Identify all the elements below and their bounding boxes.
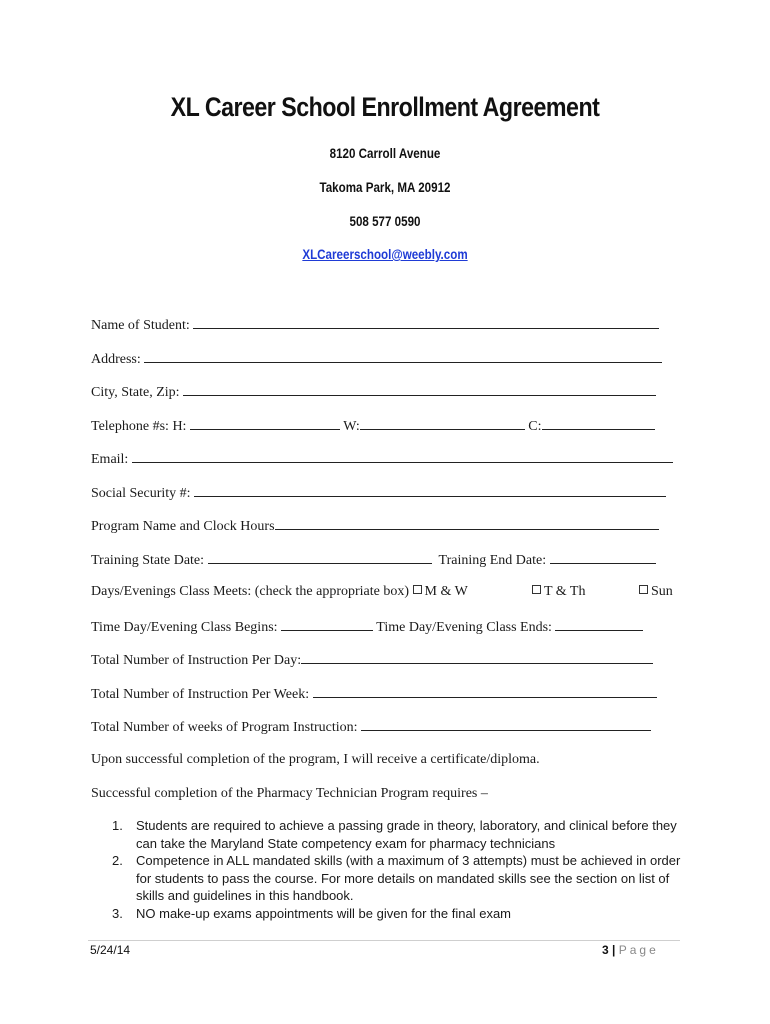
end-date-label: Training End Date: xyxy=(438,553,547,568)
list-item xyxy=(108,905,688,923)
start-date-blank[interactable] xyxy=(208,551,432,564)
telephone-work-blank[interactable] xyxy=(360,417,525,430)
option-mw-label: M & W xyxy=(424,584,468,599)
begins-label: Time Day/Evening Class Begins: xyxy=(91,620,278,635)
checkbox-mw[interactable] xyxy=(413,585,422,594)
end-date-blank[interactable] xyxy=(550,551,656,564)
program-blank[interactable] xyxy=(275,517,659,530)
option-sun-label: Sun xyxy=(651,584,673,599)
address-blank[interactable] xyxy=(144,350,662,363)
telephone-home-blank[interactable] xyxy=(190,417,340,430)
requires-text: Successful completion of the Pharmacy Technician Program requires – xyxy=(91,786,488,801)
city-row xyxy=(91,383,656,401)
telephone-c-label: C: xyxy=(528,419,542,434)
weeks-row xyxy=(91,718,651,736)
page-separator: | xyxy=(612,943,616,957)
start-date-label: Training State Date: xyxy=(91,553,205,568)
per-day-row xyxy=(91,651,653,669)
begins-blank[interactable] xyxy=(281,618,373,631)
ssn-blank[interactable] xyxy=(194,484,666,497)
checkbox-tth[interactable] xyxy=(532,585,541,594)
completion-text: Upon successful completion of the program, I will receive a certificate/diploma. xyxy=(91,752,540,767)
list-item-text: Students are required to achieve a passing grade in theory, laboratory, and clinical before they can take the Maryland State competency exam for pharmacy technicians xyxy=(136,818,677,851)
option-tth xyxy=(532,584,586,600)
address-row xyxy=(91,350,662,368)
phone-number: 508 577 0590 xyxy=(349,214,421,229)
list-item-text: Competence in ALL mandated skills (with a maximum of 3 attempts) must be achieved in order for students to pass the course. For more details on mandated skills see the section on list of skills and guidelines in this handbook. xyxy=(136,853,681,903)
page-label: Page xyxy=(618,943,659,957)
per-week-blank[interactable] xyxy=(313,685,657,698)
list-item-number: 3. xyxy=(112,905,123,921)
list-item-number: 2. xyxy=(112,853,123,868)
city-blank[interactable] xyxy=(183,383,656,396)
telephone-cell-blank[interactable] xyxy=(542,417,655,430)
weeks-blank[interactable] xyxy=(361,718,651,731)
document-title: XL Career School Enrollment Agreement xyxy=(170,92,600,122)
training-dates-row xyxy=(91,551,656,569)
email-header xyxy=(54,247,716,262)
email-row xyxy=(91,450,673,468)
per-day-blank[interactable] xyxy=(301,651,653,664)
street-address: 8120 Carroll Avenue xyxy=(329,146,441,161)
footer-date: 5/24/14 xyxy=(90,943,131,957)
name-label: Name of Student: xyxy=(91,318,190,333)
ends-label: Time Day/Evening Class Ends: xyxy=(376,620,552,635)
per-week-row xyxy=(91,685,657,703)
footer-page-indicator xyxy=(602,943,659,957)
name-row xyxy=(91,316,659,334)
list-item xyxy=(108,852,688,905)
address-label: Address: xyxy=(91,352,141,367)
telephone-label: Telephone #s: H: xyxy=(91,419,187,434)
per-week-label: Total Number of Instruction Per Week: xyxy=(91,687,310,702)
telephone-w-label: W: xyxy=(343,419,360,434)
ends-blank[interactable] xyxy=(555,618,643,631)
option-sun xyxy=(639,584,673,600)
list-item-text: NO make-up exams appointments will be given for the final exam xyxy=(136,905,512,921)
days-row xyxy=(91,584,468,600)
program-row xyxy=(91,517,659,535)
email-link[interactable]: XLCareerschool@weebly.com xyxy=(302,247,468,262)
weeks-label: Total Number of weeks of Program Instruction: xyxy=(91,720,358,735)
email-label: Email: xyxy=(91,452,129,467)
checkbox-sun[interactable] xyxy=(639,585,648,594)
list-item-number: 1. xyxy=(112,818,123,833)
requirements-list xyxy=(108,817,688,922)
name-blank[interactable] xyxy=(193,316,659,329)
email-blank[interactable] xyxy=(132,450,673,463)
program-label: Program Name and Clock Hours xyxy=(91,519,275,534)
option-tth-label: T & Th xyxy=(544,584,586,599)
city-label: City, State, Zip: xyxy=(91,385,180,400)
ssn-row xyxy=(91,484,666,502)
city-address: Takoma Park, MA 20912 xyxy=(319,180,451,195)
days-label: Days/Evenings Class Meets: (check the appropriate box) xyxy=(91,584,410,599)
page-number: 3 xyxy=(602,943,609,957)
per-day-label: Total Number of Instruction Per Day: xyxy=(91,653,302,668)
list-item xyxy=(108,817,688,852)
ssn-label: Social Security #: xyxy=(91,486,191,501)
footer-divider xyxy=(88,940,680,941)
class-time-row xyxy=(91,618,643,636)
telephone-row xyxy=(91,417,655,435)
